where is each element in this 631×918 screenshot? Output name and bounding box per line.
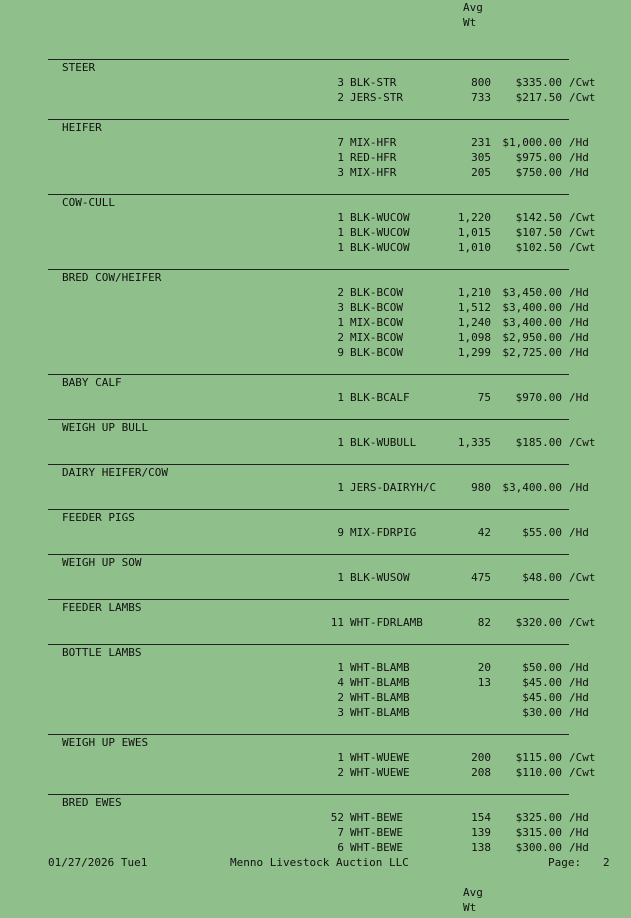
- sale-unit: /Hd: [569, 136, 589, 149]
- sale-wt: 139: [471, 826, 491, 839]
- sale-row: [0, 750, 631, 765]
- sale-unit: /Hd: [569, 481, 589, 494]
- category-name: BABY CALF: [62, 376, 122, 389]
- sale-wt: 475: [471, 571, 491, 584]
- sale-price: $975.00: [515, 151, 562, 164]
- sale-price: $320.00: [515, 616, 562, 629]
- sale-wt: 1,010: [457, 241, 491, 254]
- category-name: WEIGH UP BULL: [62, 421, 149, 434]
- sale-desc: BLK-STR: [350, 76, 397, 89]
- sale-wt: 1,299: [457, 346, 491, 359]
- avg-header-label-next: Avg: [463, 886, 483, 899]
- sale-price: $2,950.00: [502, 331, 562, 344]
- sale-price: $142.50: [515, 211, 562, 224]
- sale-price: $3,450.00: [502, 286, 562, 299]
- sale-price: $1,000.00: [502, 136, 562, 149]
- sale-desc: WHT-WUEWE: [350, 751, 410, 764]
- sale-unit: /Hd: [569, 811, 589, 824]
- sale-unit: /Cwt: [569, 616, 596, 629]
- avg-header-label: Avg: [463, 1, 483, 14]
- sale-row: [0, 810, 631, 825]
- sale-row: [0, 675, 631, 690]
- category-name: WEIGH UP SOW: [62, 556, 142, 569]
- sale-unit: /Cwt: [569, 76, 596, 89]
- sale-qty: 1: [337, 226, 344, 239]
- sale-wt: 154: [471, 811, 491, 824]
- sale-row: [0, 390, 631, 405]
- sale-row: [0, 240, 631, 255]
- sale-unit: /Cwt: [569, 571, 596, 584]
- sale-unit: /Hd: [569, 526, 589, 539]
- sale-price: $55.00: [522, 526, 562, 539]
- sale-qty: 1: [337, 316, 344, 329]
- sale-desc: BLK-BCALF: [350, 391, 410, 404]
- sale-row: [0, 90, 631, 105]
- sale-price: $750.00: [515, 166, 562, 179]
- sale-desc: WHT-BLAMB: [350, 676, 410, 689]
- category-name: COW-CULL: [62, 196, 115, 209]
- category-name: FEEDER LAMBS: [62, 601, 142, 614]
- section-divider: [48, 59, 569, 60]
- sale-wt: 13: [477, 676, 491, 689]
- sale-desc: RED-HFR: [350, 151, 397, 164]
- sale-row: [0, 480, 631, 495]
- sale-qty: 1: [337, 571, 344, 584]
- sale-wt: 42: [477, 526, 491, 539]
- page-label: Page:: [548, 856, 582, 869]
- sale-desc: WHT-BLAMB: [350, 661, 410, 674]
- sale-row: [0, 615, 631, 630]
- sale-unit: /Hd: [569, 331, 589, 344]
- sale-qty: 1: [337, 241, 344, 254]
- sale-unit: /Hd: [569, 841, 589, 854]
- sale-desc: WHT-FDRLAMB: [350, 616, 423, 629]
- sale-wt: 138: [471, 841, 491, 854]
- sale-row: [0, 210, 631, 225]
- sale-desc: MIX-FDRPIG: [350, 526, 417, 539]
- sale-price: $3,400.00: [502, 481, 562, 494]
- sale-desc: WHT-BLAMB: [350, 691, 410, 704]
- category-name: FEEDER PIGS: [62, 511, 135, 524]
- sale-wt: 1,240: [457, 316, 491, 329]
- sale-price: $300.00: [515, 841, 562, 854]
- sale-qty: 2: [337, 766, 344, 779]
- category-name: STEER: [62, 61, 96, 74]
- sale-wt: 75: [477, 391, 491, 404]
- sale-row: [0, 150, 631, 165]
- category-name: DAIRY HEIFER/COW: [62, 466, 168, 479]
- sale-unit: /Hd: [569, 346, 589, 359]
- sale-price: $107.50: [515, 226, 562, 239]
- sale-unit: /Cwt: [569, 226, 596, 239]
- sale-qty: 9: [337, 526, 344, 539]
- sale-row: [0, 660, 631, 675]
- sale-price: $2,725.00: [502, 346, 562, 359]
- sale-unit: /Cwt: [569, 211, 596, 224]
- sale-qty: 1: [337, 751, 344, 764]
- sale-wt: 205: [471, 166, 491, 179]
- sale-qty: 1: [337, 151, 344, 164]
- sale-price: $185.00: [515, 436, 562, 449]
- category-name: BOTTLE LAMBS: [62, 646, 142, 659]
- sale-desc: BLK-BCOW: [350, 286, 403, 299]
- sale-qty: 7: [337, 826, 344, 839]
- sale-row: [0, 705, 631, 720]
- sale-qty: 3: [337, 706, 344, 719]
- sale-desc: WHT-BLAMB: [350, 706, 410, 719]
- sale-wt: 1,335: [457, 436, 491, 449]
- sale-wt: 231: [471, 136, 491, 149]
- sale-unit: /Hd: [569, 676, 589, 689]
- sale-qty: 4: [337, 676, 344, 689]
- sale-unit: /Cwt: [569, 241, 596, 254]
- sale-qty: 2: [337, 691, 344, 704]
- sale-unit: /Hd: [569, 661, 589, 674]
- sale-row: [0, 435, 631, 450]
- sale-wt: 20: [477, 661, 491, 674]
- sale-row: [0, 330, 631, 345]
- sale-desc: MIX-HFR: [350, 136, 397, 149]
- category-name: HEIFER: [62, 121, 102, 134]
- sale-desc: BLK-WUSOW: [350, 571, 410, 584]
- sale-desc: MIX-HFR: [350, 166, 397, 179]
- sale-wt: 200: [471, 751, 491, 764]
- sale-price: $102.50: [515, 241, 562, 254]
- sale-row: [0, 765, 631, 780]
- sale-price: $970.00: [515, 391, 562, 404]
- sale-desc: WHT-BEWE: [350, 841, 403, 854]
- sale-price: $335.00: [515, 76, 562, 89]
- sale-qty: 3: [337, 166, 344, 179]
- sale-unit: /Hd: [569, 316, 589, 329]
- sale-qty: 1: [337, 661, 344, 674]
- wt-header-label-next: Wt: [463, 901, 477, 914]
- sale-qty: 7: [337, 136, 344, 149]
- sale-desc: BLK-WUCOW: [350, 211, 410, 224]
- category-name: BRED COW/HEIFER: [62, 271, 162, 284]
- sale-qty: 2: [337, 91, 344, 104]
- sale-price: $115.00: [515, 751, 562, 764]
- sale-desc: WHT-BEWE: [350, 811, 403, 824]
- sale-desc: JERS-STR: [350, 91, 403, 104]
- category-name: WEIGH UP EWES: [62, 736, 149, 749]
- sale-price: $315.00: [515, 826, 562, 839]
- sale-wt: 1,015: [457, 226, 491, 239]
- sale-price: $3,400.00: [502, 316, 562, 329]
- sale-unit: /Hd: [569, 286, 589, 299]
- sale-wt: 208: [471, 766, 491, 779]
- sale-desc: MIX-BCOW: [350, 316, 403, 329]
- sale-desc: BLK-WUCOW: [350, 226, 410, 239]
- sale-unit: /Hd: [569, 301, 589, 314]
- sale-row: [0, 300, 631, 315]
- sale-row: [0, 285, 631, 300]
- sale-wt: 82: [477, 616, 491, 629]
- sale-unit: /Hd: [569, 391, 589, 404]
- sale-qty: 9: [337, 346, 344, 359]
- sale-wt: 1,210: [457, 286, 491, 299]
- section-divider: [48, 119, 569, 120]
- sale-wt: 1,098: [457, 331, 491, 344]
- sale-wt: 980: [471, 481, 491, 494]
- sale-price: $48.00: [522, 571, 562, 584]
- sale-wt: 1,220: [457, 211, 491, 224]
- sale-qty: 1: [337, 391, 344, 404]
- sale-desc: JERS-DAIRYH/C: [350, 481, 437, 494]
- sale-wt: 800: [471, 76, 491, 89]
- sale-wt: 733: [471, 91, 491, 104]
- sale-row: [0, 315, 631, 330]
- sale-row: [0, 525, 631, 540]
- sale-unit: /Hd: [569, 151, 589, 164]
- sale-qty: 1: [337, 436, 344, 449]
- page-number: 2: [603, 856, 610, 869]
- sale-unit: /Hd: [569, 826, 589, 839]
- sale-price: $45.00: [522, 676, 562, 689]
- sale-wt: 1,512: [457, 301, 491, 314]
- sale-row: [0, 345, 631, 360]
- sale-price: $110.00: [515, 766, 562, 779]
- sale-qty: 6: [337, 841, 344, 854]
- sale-qty: 2: [337, 331, 344, 344]
- sale-row: [0, 840, 631, 855]
- sale-row: [0, 135, 631, 150]
- sale-price: $217.50: [515, 91, 562, 104]
- sale-wt: 305: [471, 151, 491, 164]
- section-divider: [48, 194, 569, 195]
- sale-desc: BLK-BCOW: [350, 301, 403, 314]
- sale-unit: /Cwt: [569, 751, 596, 764]
- sale-qty: 52: [330, 811, 344, 824]
- sale-price: $3,400.00: [502, 301, 562, 314]
- sale-row: [0, 690, 631, 705]
- sale-qty: 1: [337, 481, 344, 494]
- sale-desc: BLK-BCOW: [350, 346, 403, 359]
- sale-price: $45.00: [522, 691, 562, 704]
- sale-qty: 3: [337, 76, 344, 89]
- sale-qty: 2: [337, 286, 344, 299]
- sale-price: $325.00: [515, 811, 562, 824]
- sale-qty: 1: [337, 211, 344, 224]
- sale-row: [0, 225, 631, 240]
- sale-unit: /Cwt: [569, 436, 596, 449]
- sale-unit: /Cwt: [569, 766, 596, 779]
- sale-desc: WHT-BEWE: [350, 826, 403, 839]
- wt-header-label: Wt: [463, 16, 477, 29]
- sale-price: $30.00: [522, 706, 562, 719]
- sale-desc: WHT-WUEWE: [350, 766, 410, 779]
- section-divider: [48, 374, 569, 375]
- sale-price: $50.00: [522, 661, 562, 674]
- sale-unit: /Cwt: [569, 91, 596, 104]
- sale-desc: BLK-WUBULL: [350, 436, 417, 449]
- section-divider: [48, 794, 569, 795]
- sale-desc: MIX-BCOW: [350, 331, 403, 344]
- company-name: Menno Livestock Auction LLC: [230, 856, 409, 869]
- sale-row: [0, 165, 631, 180]
- sale-unit: /Hd: [569, 706, 589, 719]
- sale-row: [0, 825, 631, 840]
- sale-unit: /Hd: [569, 166, 589, 179]
- report-date: 01/27/2026 Tue1: [48, 856, 148, 869]
- sale-desc: BLK-WUCOW: [350, 241, 410, 254]
- sale-row: [0, 75, 631, 90]
- category-name: BRED EWES: [62, 796, 122, 809]
- sale-qty: 3: [337, 301, 344, 314]
- sale-row: [0, 570, 631, 585]
- sale-unit: /Hd: [569, 691, 589, 704]
- sale-qty: 11: [330, 616, 344, 629]
